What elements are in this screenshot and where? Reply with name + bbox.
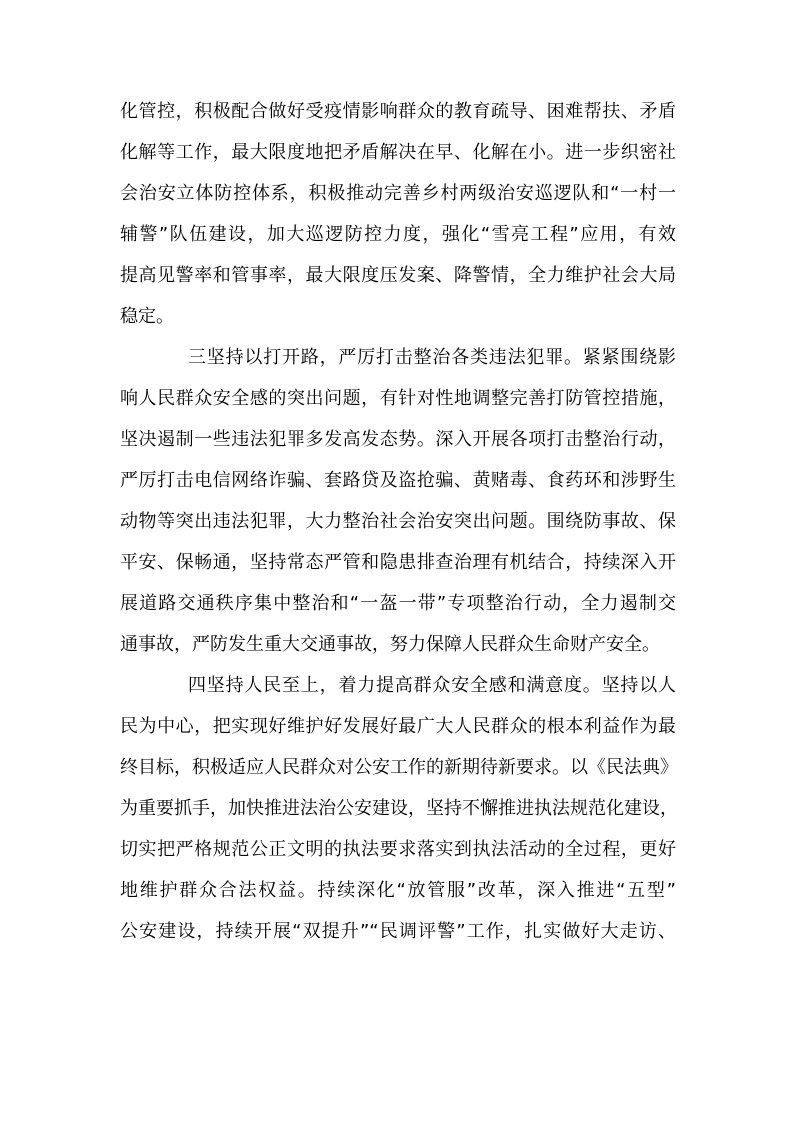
text-line: 会治安立体防控体系，积极推动完善乡村两级治安巡逻队和“一村一 [120,183,676,204]
text-line: 平安、保畅通，坚持常态严管和隐患排查治理有机结合，持续深入开 [120,552,676,573]
text-line: 终目标，积极适应人民群众对公安工作的新期待新要求。以《民法典》 [120,757,678,778]
text-line: 严厉打击电信网络诈骗、套路贷及盗抢骗、黄赌毒、食药环和涉野生 [120,470,676,491]
text-line: 化解等工作，最大限度地把矛盾解决在早、化解在小。进一步织密社 [120,142,676,163]
text-line: 提高见警率和管事率，最大限度压发案、降警情，全力维护社会大局 [120,265,676,286]
text-line: 展道路交通秩序集中整治和“一盔一带”专项整治行动，全力遏制交 [120,593,676,614]
text-line: 切实把严格规范公正文明的执法要求落实到执法活动的全过程，更好 [120,839,676,860]
text-line: 响人民群众安全感的突出问题，有针对性地调整完善打防管控措施， [120,388,676,409]
text-line: 动物等突出违法犯罪，大力整治社会治安突出问题。围绕防事故、保 [120,511,676,532]
text-line: 地维护群众合法权益。持续深化“放管服”改革，深入推进“五型” [120,880,676,901]
section-heading-line: 三坚持以打开路，严厉打击整治各类违法犯罪。紧紧围绕影 [188,347,676,368]
text-line: 公安建设，持续开展“双提升”“民调评警”工作，扎实做好大走访、 [120,921,676,942]
text-line: 坚决遏制一些违法犯罪多发高发态势。深入开展各项打击整治行动， [120,429,676,450]
text-line: 为重要抓手，加快推进法治公安建设，坚持不懈推进执法规范化建设， [120,798,678,819]
text-line: 辅警”队伍建设，加大巡逻防控力度，强化“雪亮工程”应用，有效 [120,224,676,245]
text-line: 民为中心，把实现好维护好发展好最广大人民群众的根本利益作为最 [120,716,676,737]
text-line: 稳定。 [120,306,174,327]
section-heading-line: 四坚持人民至上，着力提高群众安全感和满意度。坚持以人 [188,675,676,696]
text-line: 化管控，积极配合做好受疫情影响群众的教育疏导、困难帮扶、矛盾 [120,101,676,122]
text-line: 通事故，严防发生重大交通事故，努力保障人民群众生命财产安全。 [120,634,660,655]
